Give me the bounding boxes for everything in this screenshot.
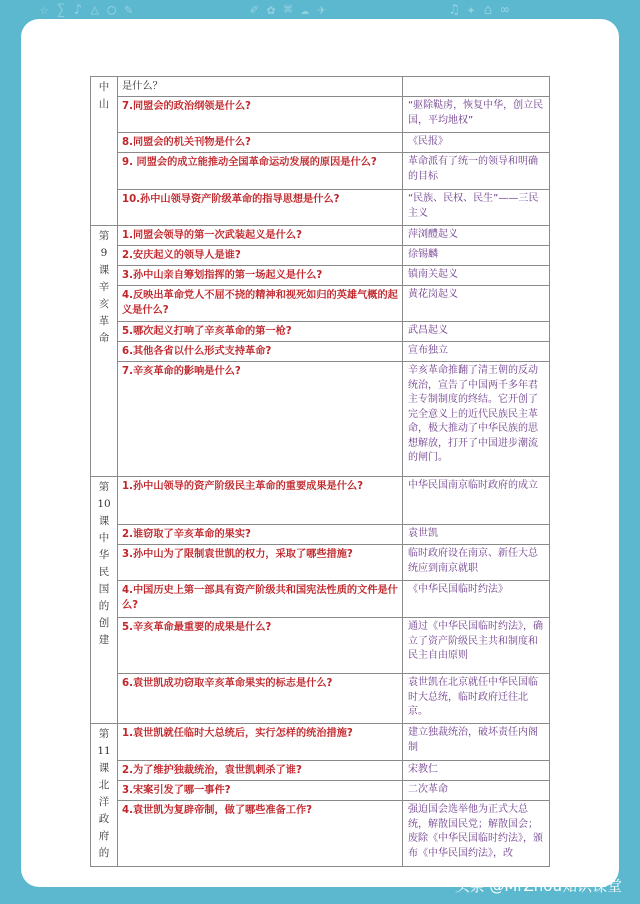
lesson-title-cell xyxy=(91,226,118,477)
answer-cell: 武昌起义 xyxy=(403,322,550,342)
lesson-title-char: 国 xyxy=(98,583,110,595)
answer-cell: 宣布独立 xyxy=(403,342,550,362)
lesson-title-char: 府 xyxy=(98,830,110,842)
table-row xyxy=(91,477,550,525)
qa-table xyxy=(90,76,550,867)
question-cell: 3.宋案引发了哪一事件? xyxy=(118,781,403,801)
table-row xyxy=(91,322,550,342)
lesson-title-char: 中 xyxy=(98,81,110,93)
answer-cell xyxy=(403,618,550,674)
question-cell: 2.谁窃取了辛亥革命的果实? xyxy=(118,525,403,545)
answer-cell xyxy=(403,77,550,97)
question-cell: 8.同盟会的机关刊物是什么? xyxy=(118,133,403,153)
table-row xyxy=(91,153,550,190)
table-row xyxy=(91,781,550,801)
lesson-title-char: 亥 xyxy=(98,298,110,310)
answer-cell: 临时政府设在南京、新任大总统应到南京就职 xyxy=(403,545,550,581)
background-doodle: ☆ ∑ ♪ △ ◯ ✎ xyxy=(40,2,133,18)
question-cell: 9. 同盟会的成立能推动全国革命运动发展的原因是什么? xyxy=(118,153,403,190)
background-doodle: ♫ ✦ ⌂ ∞ xyxy=(450,2,510,18)
question-cell: 7.辛亥革命的影响是什么? xyxy=(118,362,403,477)
answer-text: 通过《中华民国临时约法》，确立了资产阶级民主共和制度和民主自由原则 xyxy=(408,621,543,661)
answer-cell: 徐锡麟 xyxy=(403,246,550,266)
answer-cell: “民族、民权、民生”——三民主义 xyxy=(403,190,550,226)
lesson-title-char: 政 xyxy=(98,813,110,825)
table-row xyxy=(91,581,550,618)
question-cell: 1.孙中山领导的资产阶级民主革命的重要成果是什么? xyxy=(118,477,403,525)
table-row xyxy=(91,266,550,286)
table-row xyxy=(91,190,550,226)
question-cell: 6.其他各省以什么形式支持革命? xyxy=(118,342,403,362)
table-row xyxy=(91,226,550,246)
lesson-title-cell xyxy=(91,77,118,226)
answer-cell: 袁世凯在北京就任中华民国临时大总统，临时政府迁往北京。 xyxy=(403,674,550,724)
lesson-title-char: 10 xyxy=(97,498,111,510)
lesson-title-char: 建 xyxy=(98,634,110,646)
answer-cell: 镇南关起义 xyxy=(403,266,550,286)
watermark: 头条 @MrZhou知识课堂 xyxy=(454,877,622,895)
answer-cell: 袁世凯 xyxy=(403,525,550,545)
table-row xyxy=(91,77,550,97)
answer-cell: 革命派有了统一的领导和明确的目标 xyxy=(403,153,550,190)
lesson-title-char: 11 xyxy=(97,745,111,757)
lesson-title-char: 课 xyxy=(98,762,110,774)
lesson-title-char: 北 xyxy=(98,779,110,791)
answer-cell: 黄花岗起义 xyxy=(403,286,550,322)
lesson-title-cell xyxy=(91,477,118,724)
question-cell: 1.同盟会领导的第一次武装起义是什么? xyxy=(118,226,403,246)
answer-cell: 二次革命 xyxy=(403,781,550,801)
lesson-title-char: 课 xyxy=(98,515,110,527)
question-cell: 3.孙中山为了限制袁世凯的权力，采取了哪些措施? xyxy=(118,545,403,581)
answer-cell: 宋教仁 xyxy=(403,761,550,781)
table-row xyxy=(91,246,550,266)
table-row xyxy=(91,761,550,781)
lesson-title-char: 洋 xyxy=(98,796,110,808)
table-row xyxy=(91,545,550,581)
lesson-title-char: 命 xyxy=(98,332,110,344)
question-cell: 5.哪次起义打响了辛亥革命的第一枪? xyxy=(118,322,403,342)
table-row xyxy=(91,618,550,674)
lesson-title-char: 革 xyxy=(98,315,110,327)
question-cell: 5.辛亥革命最重要的成果是什么? xyxy=(118,618,403,674)
answer-text: 强迫国会选举他为正式大总统，解散国民党；解散国会；废除《中华民国临时约法》，颁布《中华民国约法》，改 xyxy=(408,804,543,859)
table-row xyxy=(91,674,550,724)
answer-cell: 中华民国南京临时政府的成立 xyxy=(403,477,550,525)
lesson-title-char: 创 xyxy=(98,617,110,629)
question-cell: 6.袁世凯成功窃取辛亥革命果实的标志是什么? xyxy=(118,674,403,724)
table-row xyxy=(91,133,550,153)
question-cell: 1.袁世凯就任临时大总统后，实行怎样的统治措施? xyxy=(118,724,403,761)
lesson-title-char: 中 xyxy=(98,532,110,544)
lesson-title-char: 课 xyxy=(98,264,110,276)
lesson-title-char: 第 xyxy=(98,728,110,740)
question-cell: 2.安庆起义的领导人是谁? xyxy=(118,246,403,266)
answer-cell: 建立独裁统治，破坏责任内阁制 xyxy=(403,724,550,761)
table-row xyxy=(91,342,550,362)
question-cell: 4.袁世凯为复辟帝制，做了哪些准备工作? xyxy=(118,801,403,867)
answer-cell: 辛亥革命推翻了清王朝的反动统治，宣告了中国两千多年君主专制制度的终结。它开创了完全意义上的近代民族民主革命，极大推动了中华民族的思想解放，打开了中国进步潮流的闸门。 xyxy=(403,362,550,477)
table-row xyxy=(91,286,550,322)
answer-cell: 《中华民国临时约法》 xyxy=(403,581,550,618)
lesson-title-char: 第 xyxy=(98,230,110,242)
lesson-title-char: 的 xyxy=(98,847,110,859)
table-row xyxy=(91,525,550,545)
question-cell: 4.反映出革命党人不屈不挠的精神和视死如归的英雄气概的起义是什么? xyxy=(118,286,403,322)
table-row xyxy=(91,724,550,761)
lesson-title-char: 民 xyxy=(98,566,110,578)
question-cell: 4.中国历史上第一部具有资产阶级共和国宪法性质的文件是什么? xyxy=(118,581,403,618)
lesson-title-char: 第 xyxy=(98,481,110,493)
lesson-title-char: 山 xyxy=(98,98,110,110)
lesson-title-char: 9 xyxy=(100,247,108,259)
lesson-title-char: 华 xyxy=(98,549,110,561)
answer-cell: 萍浏醴起义 xyxy=(403,226,550,246)
lesson-title-char: 的 xyxy=(98,600,110,612)
table-row xyxy=(91,801,550,867)
question-cell: 10.孙中山领导资产阶级革命的指导思想是什么? xyxy=(118,190,403,226)
question-cell: 是什么？ xyxy=(118,77,403,97)
question-cell: 7.同盟会的政治纲领是什么? xyxy=(118,97,403,133)
question-cell: 2.为了维护独裁统治，袁世凯刺杀了谁? xyxy=(118,761,403,781)
background-doodle: ✐ ✿ ⌘ ☁ ✈ xyxy=(250,2,326,18)
lesson-title-cell xyxy=(91,724,118,867)
lesson-title-char: 辛 xyxy=(98,281,110,293)
table-row xyxy=(91,362,550,477)
table-row xyxy=(91,97,550,133)
answer-cell: 《民报》 xyxy=(403,133,550,153)
question-cell: 3.孙中山亲自筹划指挥的第一场起义是什么? xyxy=(118,266,403,286)
answer-cell xyxy=(403,801,550,867)
answer-cell: “驱除鞑虏，恢复中华，创立民国，平均地权” xyxy=(403,97,550,133)
